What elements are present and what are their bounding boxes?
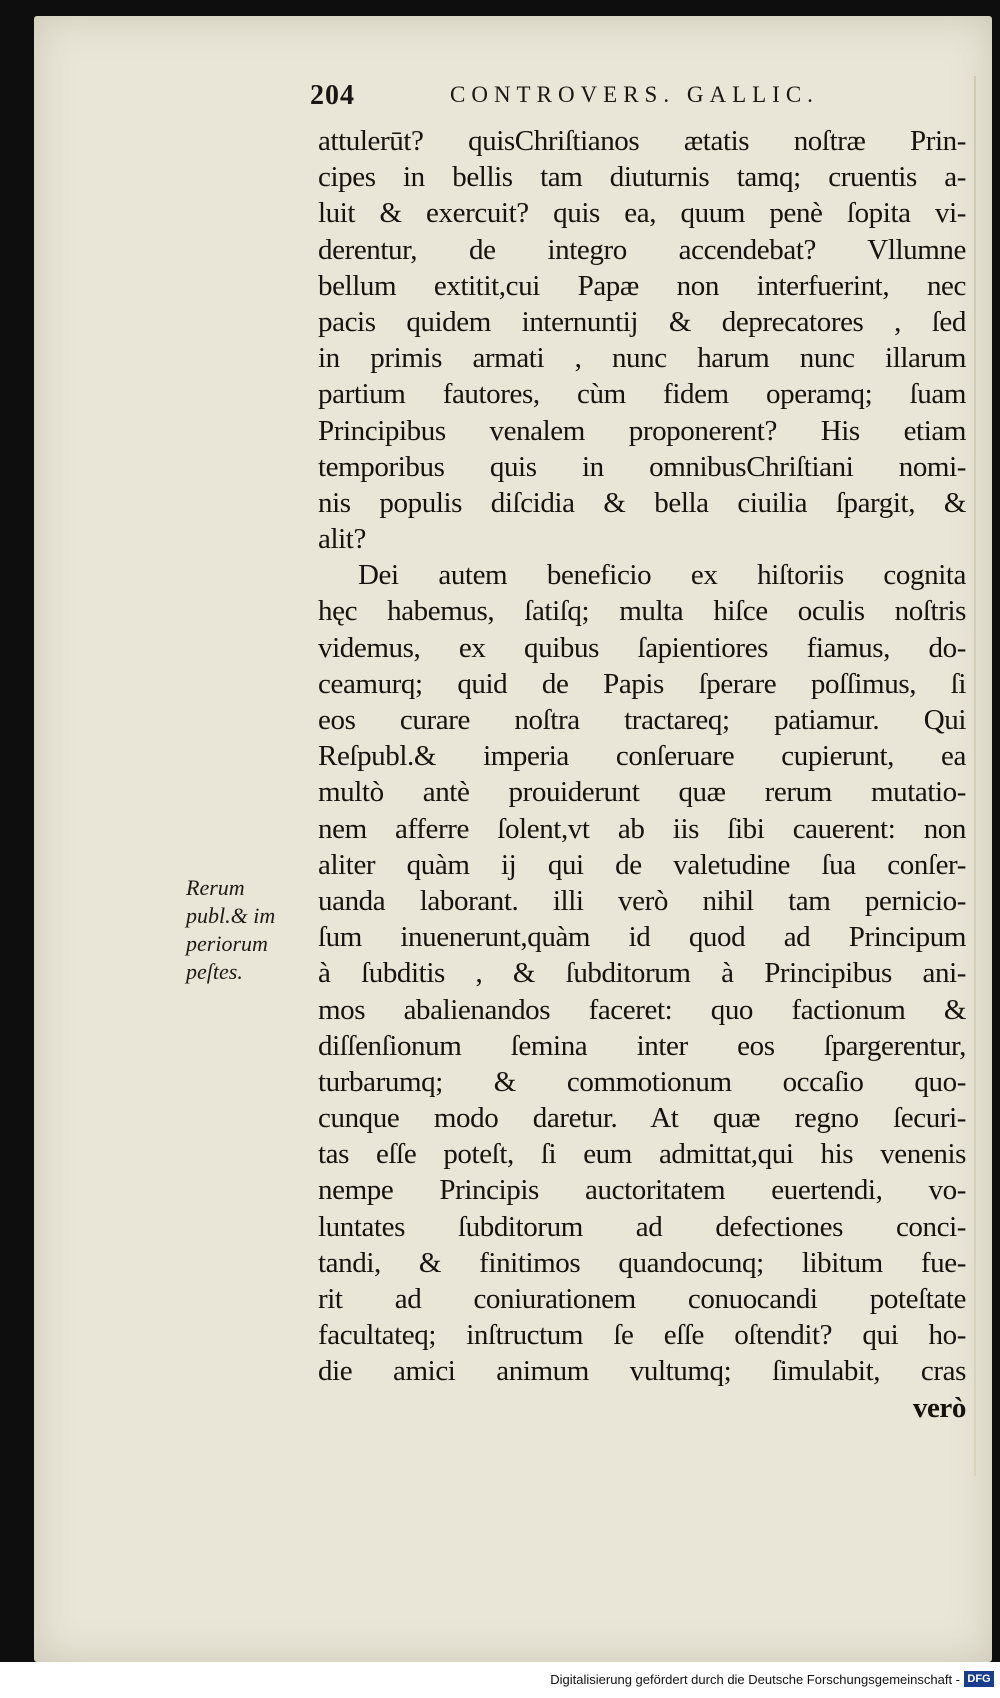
text-line: à ſubditis , & ſubditorum à Principibus ani-	[318, 957, 966, 990]
text-line: nempe Principis auctoritatem euertendi, vo-	[318, 1174, 966, 1207]
text-line: Principibus venalem proponerent? His etiam	[318, 414, 966, 447]
text-line: ſum inuenerunt,quàm id quod ad Principum	[318, 921, 966, 954]
footer-bar	[0, 1662, 1000, 1698]
text-line: Reſpubl.& imperia conſeruare cupierunt, ea	[318, 740, 966, 773]
marginal-note-line: periorum	[186, 931, 268, 956]
text-line: tandi, & finitimos quandocunq; libitum fue-	[318, 1246, 966, 1279]
text-line: ceamurq; quid de Papis ſperare poſſimus, ſi	[318, 667, 966, 700]
text-line: attulerūt? quisChriſtianos ætatis noſtræ Prin-	[318, 125, 966, 157]
marginal-note	[186, 874, 326, 986]
text-line: nis populis diſcidia & bella ciuilia ſpargit, &	[318, 486, 966, 519]
text-line: rit ad coniurationem conuocandi poteſtate	[318, 1283, 966, 1315]
running-head	[310, 80, 890, 120]
marginal-note-line: Rerum	[186, 875, 245, 900]
text-line: tas eſſe poteſt, ſi eum admittat,qui his venenis	[318, 1138, 966, 1171]
text-line: bellum extitit,cui Papæ non interfuerint, nec	[318, 269, 966, 302]
text-line: Dei autem beneficio ex hiſtoriis cognita	[358, 559, 966, 592]
main-text-block	[318, 123, 966, 1426]
text-line: luntates ſubditorum ad defectiones conci-	[318, 1210, 966, 1243]
text-line: videmus, ex quibus ſapientiores fiamus, do-	[318, 631, 966, 664]
page-number: 204	[310, 80, 355, 111]
text-line: derentur, de integro accendebat? Vllumne	[318, 233, 966, 266]
text-line: cunque modo daretur. At quæ regno ſecuri-	[318, 1102, 966, 1135]
text-line: partium fautores, cùm fidem operamq; ſuam	[318, 378, 966, 411]
dfg-logo: DFG	[964, 1671, 994, 1687]
text-line: die amici animum vultumq; ſimulabit, cras	[318, 1355, 966, 1388]
text-line: in primis armati , nunc harum nunc illarum	[318, 342, 966, 375]
text-line: facultateq; inſtructum ſe eſſe oſtendit? qui ho-	[318, 1319, 966, 1352]
text-line: uanda laborant. illi verò nihil tam pernicio-	[318, 884, 966, 917]
text-line: alit?	[318, 523, 366, 556]
text-line: mos abalienandos faceret: quo factionum &	[318, 993, 966, 1026]
text-line: turbarumq; & commotionum occaſio quo-	[318, 1065, 966, 1098]
text-line: luit & exercuit? quis ea, quum penè ſopita vi-	[318, 197, 966, 230]
text-line: hęc habemus, ſatiſq; multa hiſce oculis noſtris	[318, 595, 966, 628]
footer-credit: Digitalisierung gefördert durch die Deutsche Forschungsgemeinschaft -	[550, 1672, 960, 1687]
text-line: cipes in bellis tam diuturnis tamq; cruentis a-	[318, 161, 966, 194]
text-line: diſſenſionum ſemina inter eos ſpargerentur,	[318, 1029, 966, 1062]
marginal-note-line: publ.& im	[186, 903, 276, 928]
text-line: eos curare noſtra tractareq; patiamur. Qui	[318, 704, 966, 736]
marginal-note-line: peſtes.	[186, 959, 243, 984]
text-line: pacis quidem internuntij & deprecatores , ſed	[318, 305, 966, 338]
text-line: temporibus quis in omnibusChriſtiani nomi-	[318, 450, 966, 483]
text-line: multò antè prouiderunt quæ rerum mutatio-	[318, 776, 966, 809]
text-line: nem afferre ſolent,vt ab iis ſibi cauerent: non	[318, 812, 966, 845]
running-title: CONTROVERS. GALLIC.	[450, 82, 819, 107]
page-edge-shadow	[974, 76, 976, 1476]
text-line: aliter quàm ij qui de valetudine ſua conſer-	[318, 848, 966, 881]
catchword: verò	[912, 1391, 966, 1424]
